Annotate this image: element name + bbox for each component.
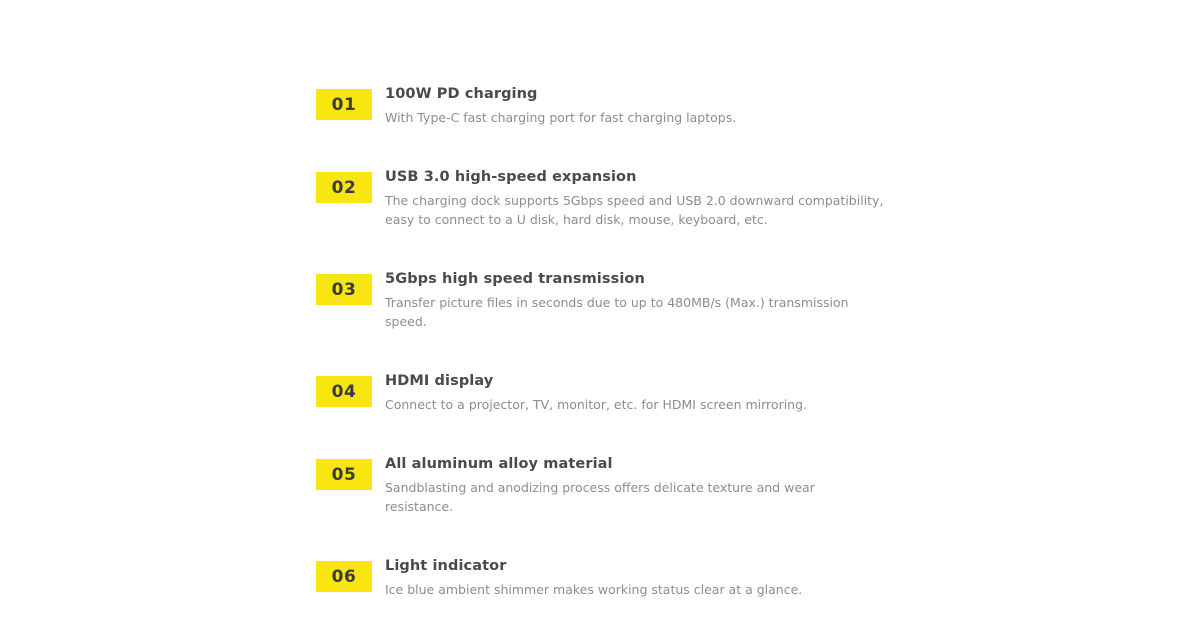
- feature-title: 100W PD charging: [385, 86, 538, 102]
- feature-title: USB 3.0 high-speed expansion: [385, 169, 637, 186]
- feature-number-badge: 01: [316, 89, 372, 120]
- feature-number-badge: 04: [316, 376, 372, 407]
- feature-text-block: [385, 84, 736, 127]
- feature-description: [385, 293, 885, 331]
- feature-number-badge: 03: [316, 274, 372, 305]
- feature-description-line: Sandblasting and anodizing process offers delicate texture and wear resistance.: [385, 480, 815, 515]
- feature-text-block: [385, 269, 885, 331]
- list-item: [316, 84, 916, 127]
- list-item: [316, 269, 916, 331]
- feature-description: [385, 580, 802, 599]
- feature-description-line: Transfer picture files in seconds due to up to 480MB/s (Max.) transmission speed.: [385, 295, 849, 330]
- feature-text-block: [385, 454, 885, 516]
- feature-description-line: The charging dock supports 5Gbps speed and USB 2.0 downward compatibility,: [385, 193, 884, 209]
- feature-list: [316, 84, 916, 599]
- feature-title: 5Gbps high speed transmission: [385, 271, 645, 288]
- list-item: [316, 454, 916, 516]
- feature-title: All aluminum alloy material: [385, 456, 613, 473]
- list-item: [316, 556, 916, 599]
- feature-number-badge: 05: [316, 459, 372, 490]
- feature-description-line: With Type-C fast charging port for fast charging laptops.: [385, 110, 737, 126]
- feature-number-badge: 06: [316, 561, 372, 592]
- list-item: [316, 167, 916, 229]
- feature-text-block: [385, 556, 802, 599]
- feature-text-block: [385, 167, 883, 229]
- feature-title: HDMI display: [385, 373, 494, 390]
- feature-description-line: easy to connect to a U disk, hard disk, mouse, keyboard, etc.: [385, 212, 768, 228]
- feature-description: [385, 191, 883, 229]
- feature-description: [385, 478, 885, 516]
- feature-text-block: [385, 371, 807, 414]
- feature-number-badge: 02: [316, 172, 372, 203]
- list-item: [316, 371, 916, 414]
- feature-title: Light indicator: [385, 558, 507, 575]
- feature-description: [385, 108, 736, 127]
- feature-description: [385, 395, 807, 414]
- feature-description-line: Ice blue ambient shimmer makes working status clear at a glance.: [385, 582, 803, 598]
- feature-description-line: Connect to a projector, TV, monitor, etc. for HDMI screen mirroring.: [385, 397, 808, 413]
